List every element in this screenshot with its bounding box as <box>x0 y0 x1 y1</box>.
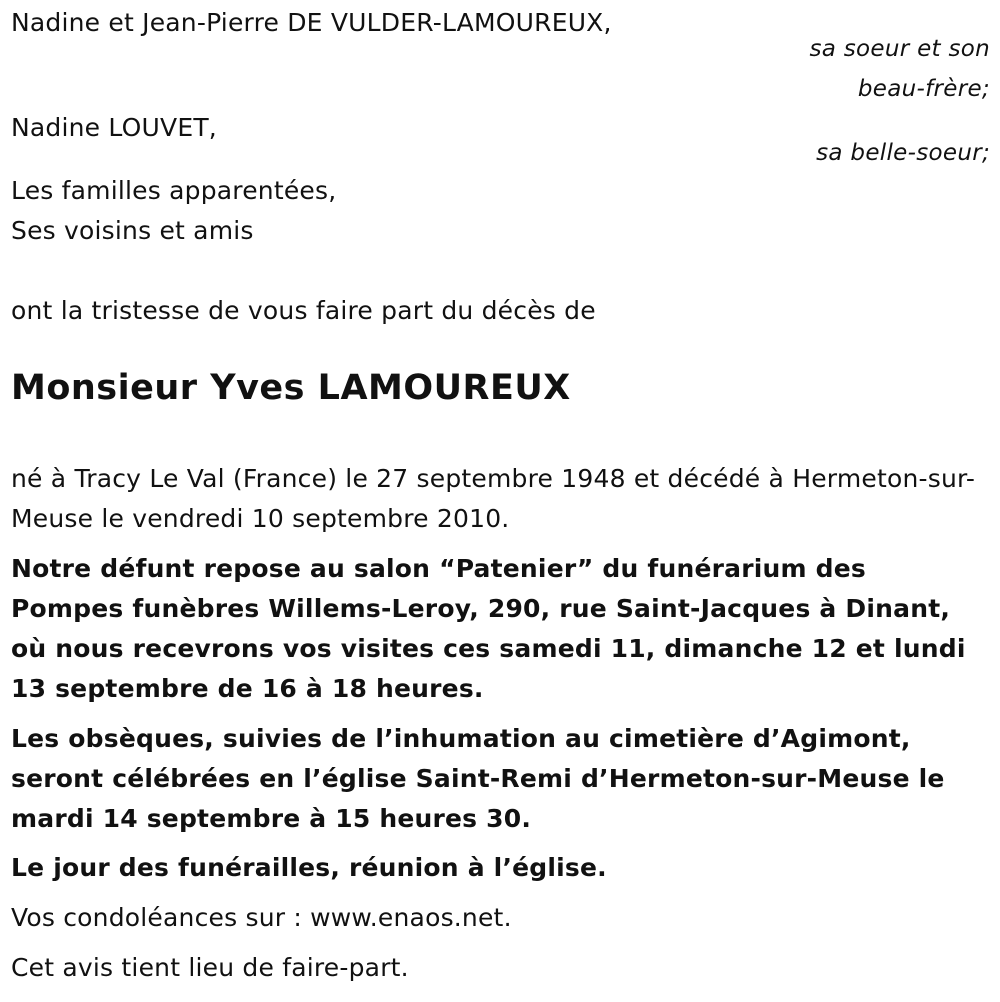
visitation-paragraph: Notre défunt repose au salon “Patenier” du funérarium des Pompes funèbres Willems-Leroy, 290, rue Saint-Jacques à Dinant, où nous recevrons vos visites ces samedi 11, dimanche 12 et lundi 13 septembre de 16 à 18 heures. <box>11 554 966 703</box>
condolences-paragraph: Vos condoléances sur : www.enaos.net. <box>11 903 512 932</box>
deceased-name: Monsieur Yves LAMOUREUX <box>11 368 571 408</box>
relation-sister-in-law: sa belle-soeur; <box>816 140 990 166</box>
announcement-text: ont la tristesse de vous faire part du décès de <box>11 296 596 325</box>
relation-sister-brother-in-law-a: sa soeur et son <box>809 36 990 62</box>
birth-death-paragraph: né à Tracy Le Val (France) le 27 septembre 1948 et décédé à Hermeton-sur-Meuse le vendredi 10 septembre 2010. <box>11 464 976 533</box>
family-line-relatives: Les familles apparentées, <box>11 176 337 205</box>
family-line-devulder: Nadine et Jean-Pierre DE VULDER-LAMOUREUX, <box>11 8 612 37</box>
notice-paragraph: Cet avis tient lieu de faire-part. <box>11 953 409 982</box>
family-line-neighbors: Ses voisins et amis <box>11 216 254 245</box>
family-line-louvet: Nadine LOUVET, <box>11 113 217 142</box>
relation-sister-brother-in-law-b: beau-frère; <box>857 76 990 102</box>
funeral-paragraph: Les obsèques, suivies de l’inhumation au cimetière d’Agimont, seront célébrées en l’église Saint-Remi d’Hermeton-sur-Meuse le mardi 14 septembre à 15 heures 30. <box>11 724 945 833</box>
meeting-paragraph: Le jour des funérailles, réunion à l’église. <box>11 853 607 882</box>
